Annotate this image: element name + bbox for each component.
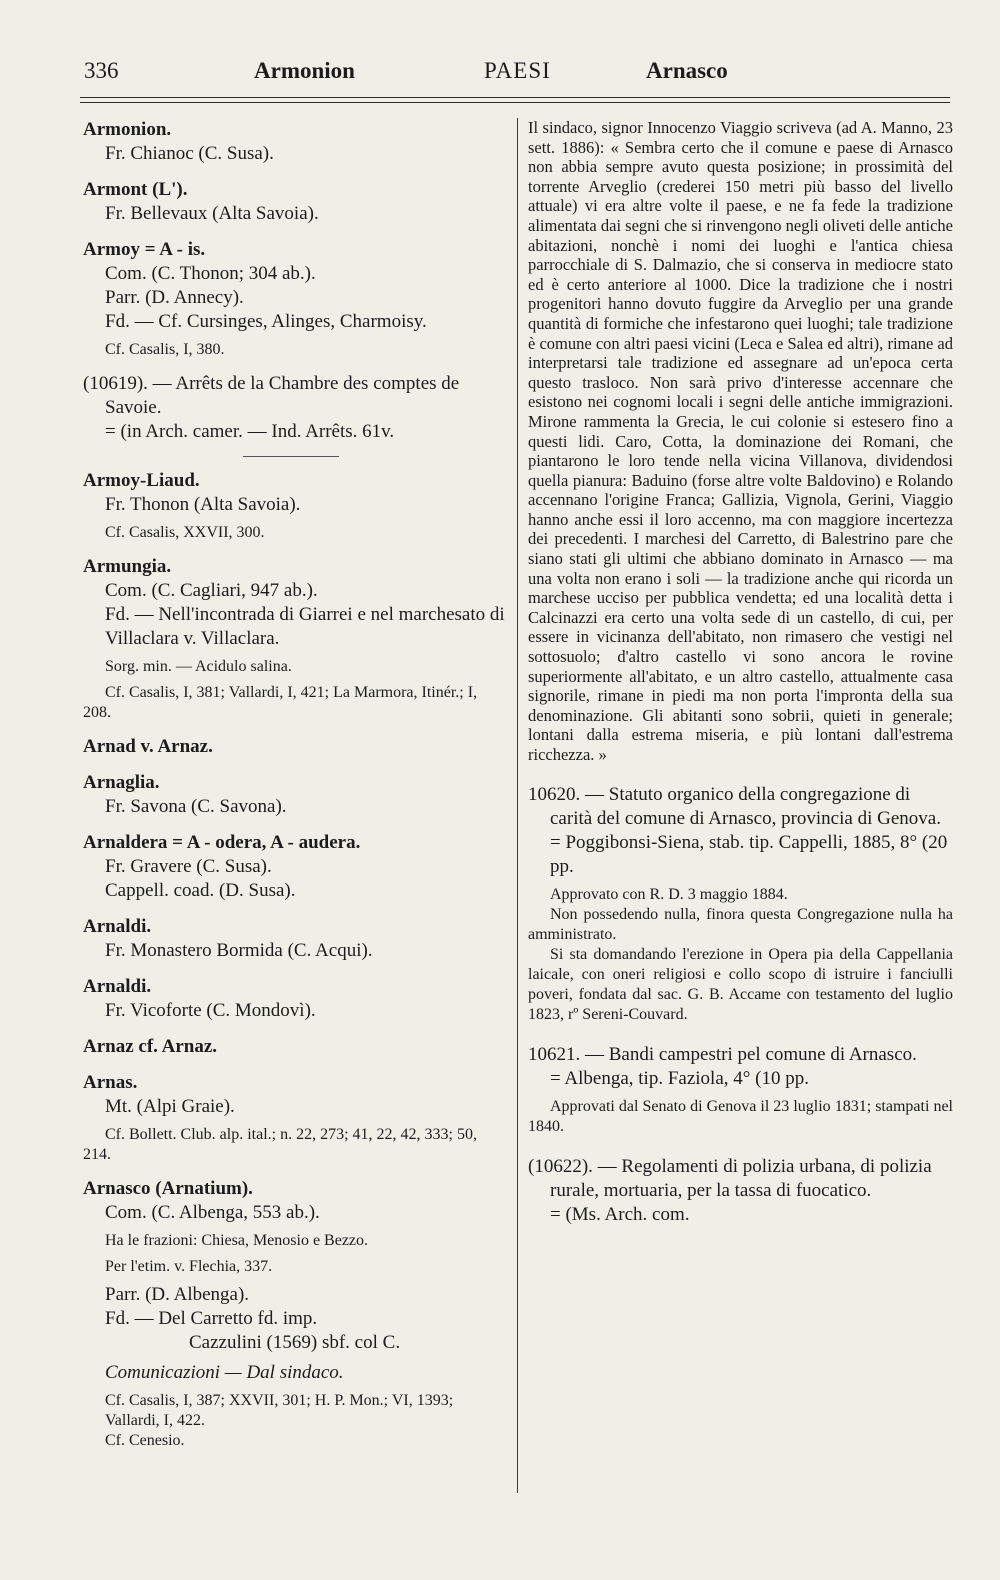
entry-head: Arnasco (Arnatium). [83,1178,253,1199]
reference-note: Cf. Casalis, I, 381; Vallardi, I, 421; La Marmora, Itinér.; I, 208. [83,684,478,721]
entry-line: Comunicazioni — Dal sindaco. [105,1362,344,1383]
reference-note: Cf. Bollett. Club. alp. ital.; n. 22, 273; 41, 22, 42, 333; 50, 214. [83,1126,477,1163]
entry-line: Fr. Monastero Bormida (C. Acqui). [105,940,373,961]
reference-note: Cf. Casalis, I, 387; XXVII, 301; H. P. Mon.; VI, 1393; Vallardi, I, 422. [105,1392,454,1429]
entry [83,1035,508,1059]
entry-line: Fd. — Del Carretto fd. imp. [105,1308,318,1329]
entry [83,1361,508,1385]
header-rule-thin [80,102,950,103]
entry-head: Arnaglia. [83,772,160,793]
sindaco-communication: Il sindaco, signor Innocenzo Viaggio scriveva (ad A. Manno, 23 sett. 1886): « Sembra certo che il comune e paese di Arnasco non abbia sempre avuto questa posizione; in prossimità del torrente Arveglio (crederei 150 metri più basso del livello attuale) vi era altre volte il paese, e ne fa fede la tradizione alimentata dai segni che si rinvengono negli oliveti delle antiche abitazioni, nonchè i nomi dei luoghi e l'antica chiesa parrocchiale di S. Dalmazio, che si conserva in mediocre stato ed è certo anteriore al 1000. Dice la tradizione che i nostri progenitori hanno dovuto fuggire da Arveglio per una grande quantità di formiche che infestarono quei luoghi; tale tradizione è comune con altri paesi vicini (Leca e Salea ed altri), rimane ad interpretarsi tale tradizione ed assegnare ad un'epoca certa questo trasloco. Non sarà privo d'interesse accennare che esistono nei cognomi locali i segni delle antiche immigrazioni. Mirone rammenta la Grecia, le cui colonie si estesero fino a questi lidi. Caro, Cotta, la dominazione dei Romani, che piantarono le loro tende nella vicina Villanova, dividendosi quella pianura: Baduino (forse altre volte Baldovino) e Rolando accennano l'origine Franca; Gallizia, Vignola, Gerini, Viaggio hanno anche essi il loro accenno, ma con maggiore incertezza dei precedenti. I marchesi del Carretto, di Balestrino pare che siano stati gli ultimi che abbiano dominato in Arnasco — ma una volta non erano i soli — la tradizione anche qui ricorda un marchese ucciso per pubblica vendetta; ed una località detta i Calcinazzi era certo una volta sede di un castello, di cui, per essere in vicinanza dell'abitato, non rimasero che vestigi nel sottosuolo; d'altro castello vi sono ancora le rovine superiormente all'abitato, e un altro castello, attualmente casa signorile, rimane in piedi ma non porta l'impronta della sua denominazione. Gli abitanti sono sobrii, quieti in generale; lontani dalla estrema miseria, e più lontani dall'estrema ricchezza. » [528,118,953,764]
document-title: (10619). — Arrêts de la Chambre des comptes de Savoie. [83,373,460,418]
entry-line: Parr. (D. Albenga). [105,1284,250,1305]
entry [83,1177,508,1225]
entry [83,975,508,1023]
document-record [83,372,508,444]
column-divider [517,118,518,1493]
header-section: PAESI [484,58,551,83]
document-publication: = Poggibonsi-Siena, stab. tip. Cappelli, 1885, 8° (20 pp. [550,831,948,877]
entry [83,1283,508,1355]
entry-head: Armonion. [83,119,172,140]
document-publication: = (Ms. Arch. com. [550,1203,690,1225]
entry-head: Arnaldi. [83,976,152,997]
entry-line: Com. (C. Albenga, 553 ab.). [105,1202,320,1223]
entry-line: Fr. Savona (C. Savona). [105,796,287,817]
entry-line: Fd. — Cf. Cursinges, Alinges, Charmoisy. [105,311,427,332]
entry [83,178,508,226]
document-record [528,783,953,1025]
separator-rule [243,456,339,457]
reference-note: Sorg. min. — Acidulo salina. [105,658,292,675]
entry-head: Armungia. [83,556,172,577]
reference-note: Cf. Casalis, I, 380. [105,341,225,358]
entry-line: Com. (C. Cagliari, 947 ab.). [105,580,318,601]
entry-head: Arnaldi. [83,916,152,937]
entry-line: Fr. Chianoc (C. Susa). [105,143,274,164]
entry [83,771,508,819]
entry [83,915,508,963]
entry [83,469,508,517]
document-title: 10620. — Statuto organico della congregazione di carità del comune di Arnasco, provincia di Genova. [528,783,941,829]
entry-head: Arnaz cf. Arnaz. [83,1036,218,1057]
entry [83,735,508,759]
entry [83,118,508,166]
page-number: 336 [84,58,119,83]
document-title: 10621. — Bandi campestri pel comune di Arnasco. [528,1043,917,1065]
entry-line: Parr. (D. Annecy). [105,287,244,308]
header-last-entry: Arnasco [646,58,728,83]
page-header [80,58,950,94]
entry-line: Fr. Bellevaux (Alta Savoia). [105,203,319,224]
document-note: Non possedendo nulla, finora questa Congregazione nulla ha amministrato. [528,905,953,943]
entry [83,238,508,334]
left-column [83,118,508,1451]
entry-head: Arnaldera = A - odera, A - audera. [83,832,361,853]
document-title: (10622). — Regolamenti di polizia urbana, di polizia rurale, mortuaria, per la tassa di fuocatico. [528,1155,932,1201]
entry-head: Armoy-Liaud. [83,470,200,491]
reference-note: Ha le frazioni: Chiesa, Menosio e Bezzo. [105,1232,369,1249]
entry-line: Fr. Vicoforte (C. Mondovì). [105,1000,316,1021]
document-note: Approvato con R. D. 3 maggio 1884. [550,885,788,903]
entry-line: Cazzulini (1569) sbf. col C. [189,1332,401,1353]
document-location: = (in Arch. camer. — Ind. Arrêts. 61v. [105,421,395,442]
entry-line: Fr. Thonon (Alta Savoia). [105,494,301,515]
reference-note: Cf. Casalis, XXVII, 300. [105,524,265,541]
entry [83,555,508,651]
document-note: Si sta domandando l'erezione in Opera pia della Cappellania laicale, con oneri religiosi e collo scopo di istruire i fanciulli poveri, fondata dal sac. G. B. Accame con testamento del luglio 1823, rº Sereni-Couvard. [528,945,953,1023]
header-rule [80,97,950,98]
right-column [528,118,953,1227]
reference-note: Per l'etim. v. Flechia, 337. [105,1258,273,1275]
header-first-entry: Armonion [254,58,355,83]
document-note: Approvati dal Senato di Genova il 23 luglio 1831; stampati nel 1840. [528,1097,953,1135]
entry-head: Armoy = A - is. [83,239,206,260]
document-record [528,1043,953,1137]
entry-head: Armont (L'). [83,179,188,200]
entry-line: Mt. (Alpi Graie). [105,1096,235,1117]
entry-head: Arnas. [83,1072,138,1093]
entry-line: Fr. Gravere (C. Susa). [105,856,272,877]
entry-head: Arnad v. Arnaz. [83,736,213,757]
entry-line: Com. (C. Thonon; 304 ab.). [105,263,316,284]
reference-note: Cf. Cenesio. [105,1432,185,1449]
entry [83,831,508,903]
document-publication: = Albenga, tip. Faziola, 4° (10 pp. [550,1067,809,1089]
entry-line: Fd. — Nell'incontrada di Giarrei e nel marchesato di Villaclara v. Villaclara. [105,604,505,649]
entry [83,1071,508,1119]
document-record [528,1155,953,1227]
entry-line: Cappell. coad. (D. Susa). [105,880,296,901]
